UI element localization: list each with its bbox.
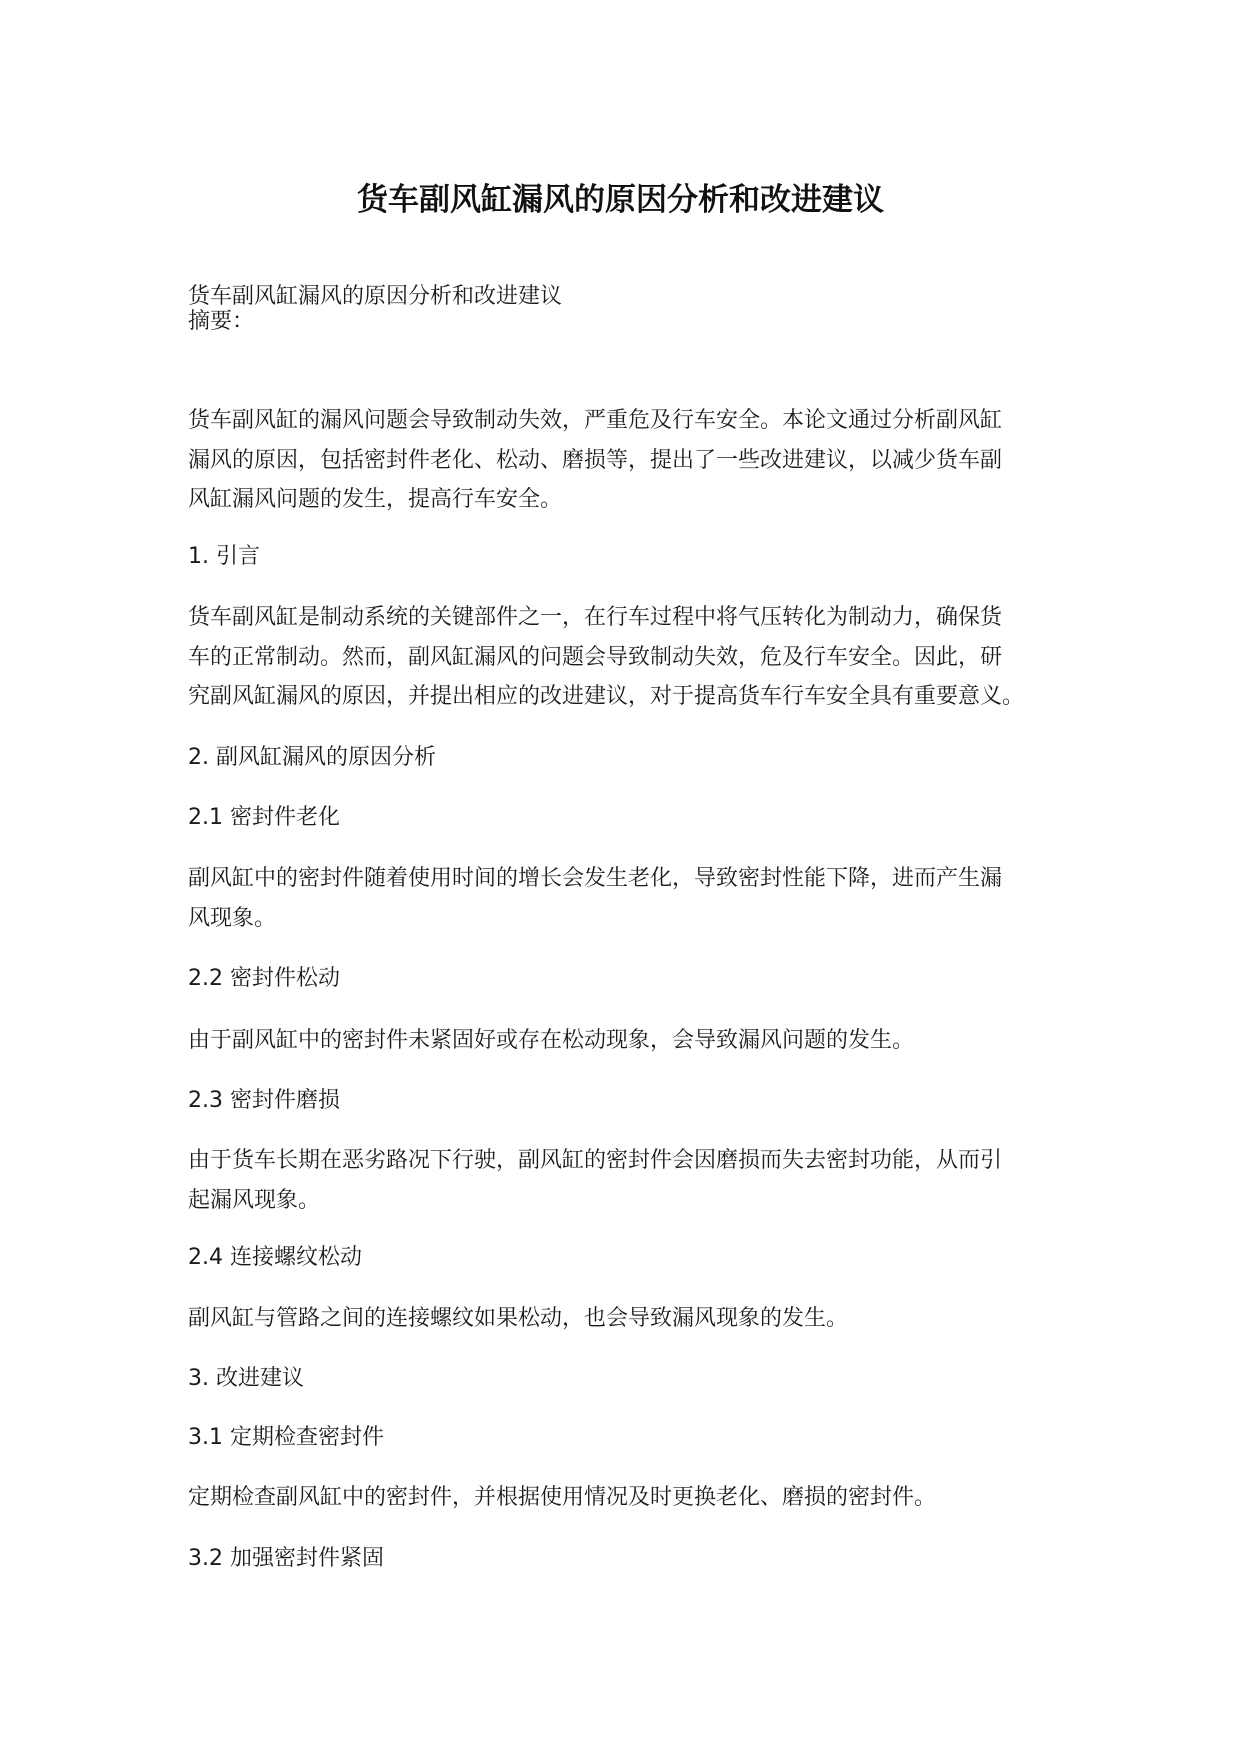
- paragraph-2-2: [188, 1021, 1068, 1061]
- paragraph-3-1: [188, 1478, 1068, 1518]
- subsection-heading-2-2: 2.2 密封件松动: [188, 966, 340, 991]
- paragraph-line: 起漏风现象。: [188, 1187, 321, 1213]
- intro-line: 货车副风缸是制动系统的关键部件之一，在行车过程中将气压转化为制动力，确保货: [188, 605, 1003, 630]
- subsection-heading-2-3: 2.3 密封件磨损: [188, 1088, 340, 1113]
- intro-line: 车的正常制动。然而，副风缸漏风的问题会导致制动失效，危及行车安全。因此，研: [188, 644, 1003, 670]
- section-heading-intro: 1. 引言: [188, 544, 260, 569]
- abstract-line: 货车副风缸的漏风问题会导致制动失效，严重危及行车安全。本论文通过分析副风缸: [188, 408, 1003, 433]
- abstract-line: 风缸漏风问题的发生，提高行车安全。: [188, 487, 563, 512]
- abstract-label: 摘要：: [188, 309, 255, 334]
- paragraph-line: 副风缸中的密封件随着使用时间的增长会发生老化，导致密封性能下降，进而产生漏: [188, 866, 1003, 891]
- paragraph-2-4: [188, 1299, 1068, 1339]
- subsection-heading-2-4: 2.4 连接螺纹松动: [188, 1245, 362, 1270]
- document-subtitle: 货车副风缸漏风的原因分析和改进建议: [188, 284, 563, 309]
- section-heading-improve: 3. 改进建议: [188, 1366, 304, 1391]
- subsection-heading-3-2: 3.2 加强密封件紧固: [188, 1546, 384, 1571]
- section-heading-causes: 2. 副风缸漏风的原因分析: [188, 745, 436, 770]
- paragraph-line: 由于货车长期在恶劣路况下行驶，副风缸的密封件会因磨损而失去密封功能，从而引: [188, 1148, 1003, 1173]
- intro-paragraph: [188, 598, 1068, 717]
- paragraph-2-1: [188, 859, 1068, 938]
- paragraph-line: 定期检查副风缸中的密封件，并根据使用情况及时更换老化、磨损的密封件。: [188, 1485, 937, 1510]
- subsection-heading-2-1: 2.1 密封件老化: [188, 805, 340, 830]
- paragraph-2-3: [188, 1141, 1068, 1220]
- abstract-paragraph: [188, 401, 1068, 520]
- document-title: 货车副风缸漏风的原因分析和改进建议: [357, 182, 884, 218]
- paragraph-line: 风现象。: [188, 905, 277, 931]
- paragraph-line: 副风缸与管路之间的连接螺纹如果松动，也会导致漏风现象的发生。: [188, 1306, 849, 1331]
- subsection-heading-3-1: 3.1 定期检查密封件: [188, 1425, 384, 1450]
- abstract-line: 漏风的原因，包括密封件老化、松动、磨损等，提出了一些改进建议，以减少货车副: [188, 447, 1003, 473]
- paragraph-line: 由于副风缸中的密封件未紧固好或存在松动现象，会导致漏风问题的发生。: [188, 1028, 915, 1053]
- intro-line: 究副风缸漏风的原因，并提出相应的改进建议，对于提高货车行车安全具有重要意义。: [188, 684, 1025, 709]
